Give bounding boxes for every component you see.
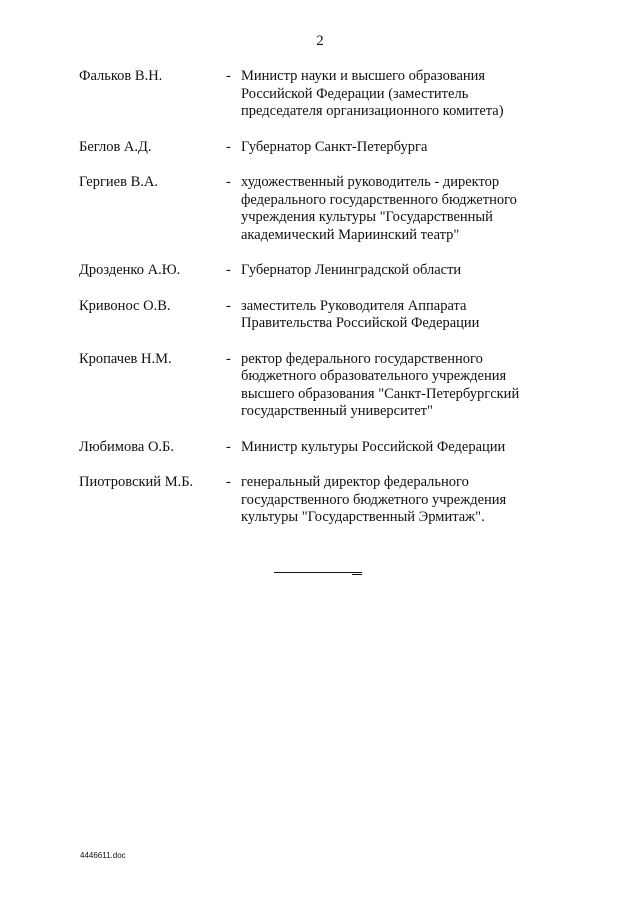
member-name: Фальков В.Н. <box>79 68 163 84</box>
member-role <box>241 351 541 421</box>
role-line: художественный руководитель - директор <box>241 174 500 190</box>
role-line: Министр науки и высшего образования <box>241 68 486 84</box>
roster-entry <box>0 174 640 244</box>
roster-entry <box>0 139 640 157</box>
separator-dash: - <box>226 297 231 314</box>
member-name: Гергиев В.А. <box>79 174 158 190</box>
separator-dash: - <box>226 138 231 155</box>
member-role <box>241 474 541 527</box>
member-name: Беглов А.Д. <box>79 138 152 155</box>
role-line: Губернатор Ленинградской области <box>241 262 462 278</box>
role-line: академический Мариинский театр" <box>241 226 460 243</box>
roster-entry <box>0 262 640 280</box>
separator-dash: - <box>226 474 231 490</box>
role-line: государственный университет" <box>241 403 433 419</box>
member-name: Любимова О.Б. <box>79 438 174 455</box>
roster-entry <box>0 351 640 421</box>
role-line: заместитель Руководителя Аппарата <box>241 297 467 314</box>
role-line: высшего образования "Санкт-Петербургский <box>241 385 520 402</box>
role-line: государственного бюджетного учреждения <box>241 491 507 508</box>
member-role <box>241 174 541 244</box>
separator-dash: - <box>226 438 231 455</box>
committee-roster <box>0 68 640 527</box>
separator-dash: - <box>226 262 231 278</box>
role-line: ректор федерального государственного <box>241 350 483 367</box>
member-name: Кропачев Н.М. <box>79 350 172 367</box>
member-name: Пиотровский М.Б. <box>79 474 194 490</box>
member-role <box>241 262 541 280</box>
footer-filename: 4446611.doc <box>80 851 126 860</box>
role-line: федерального государственного бюджетного <box>241 191 517 208</box>
role-line: Министр культуры Российской Федерации <box>241 438 506 455</box>
member-name: Дрозденко А.Ю. <box>79 262 181 278</box>
role-line: бюджетного образовательного учреждения <box>241 368 507 384</box>
page-number: 2 <box>316 33 324 49</box>
member-role <box>241 139 541 157</box>
role-line: Российской Федерации (заместитель <box>241 85 469 102</box>
member-name: Кривонос О.В. <box>79 297 171 314</box>
member-role <box>241 68 541 121</box>
roster-entry <box>0 439 640 457</box>
member-role <box>241 439 541 457</box>
role-line: культуры "Государственный Эрмитаж". <box>241 509 485 525</box>
end-of-list-rule <box>274 572 362 573</box>
role-line: Губернатор Санкт-Петербурга <box>241 138 428 155</box>
roster-entry <box>0 298 640 333</box>
role-line: Правительства Российской Федерации <box>241 315 480 331</box>
roster-entry <box>0 474 640 527</box>
role-line: генеральный директор федерального <box>241 474 469 490</box>
member-role <box>241 298 541 333</box>
separator-dash: - <box>226 350 231 367</box>
role-line: председателя организационного комитета) <box>241 103 504 119</box>
role-line: учреждения культуры "Государственный <box>241 209 493 225</box>
separator-dash: - <box>226 174 231 190</box>
roster-entry <box>0 68 640 121</box>
separator-dash: - <box>226 68 231 84</box>
